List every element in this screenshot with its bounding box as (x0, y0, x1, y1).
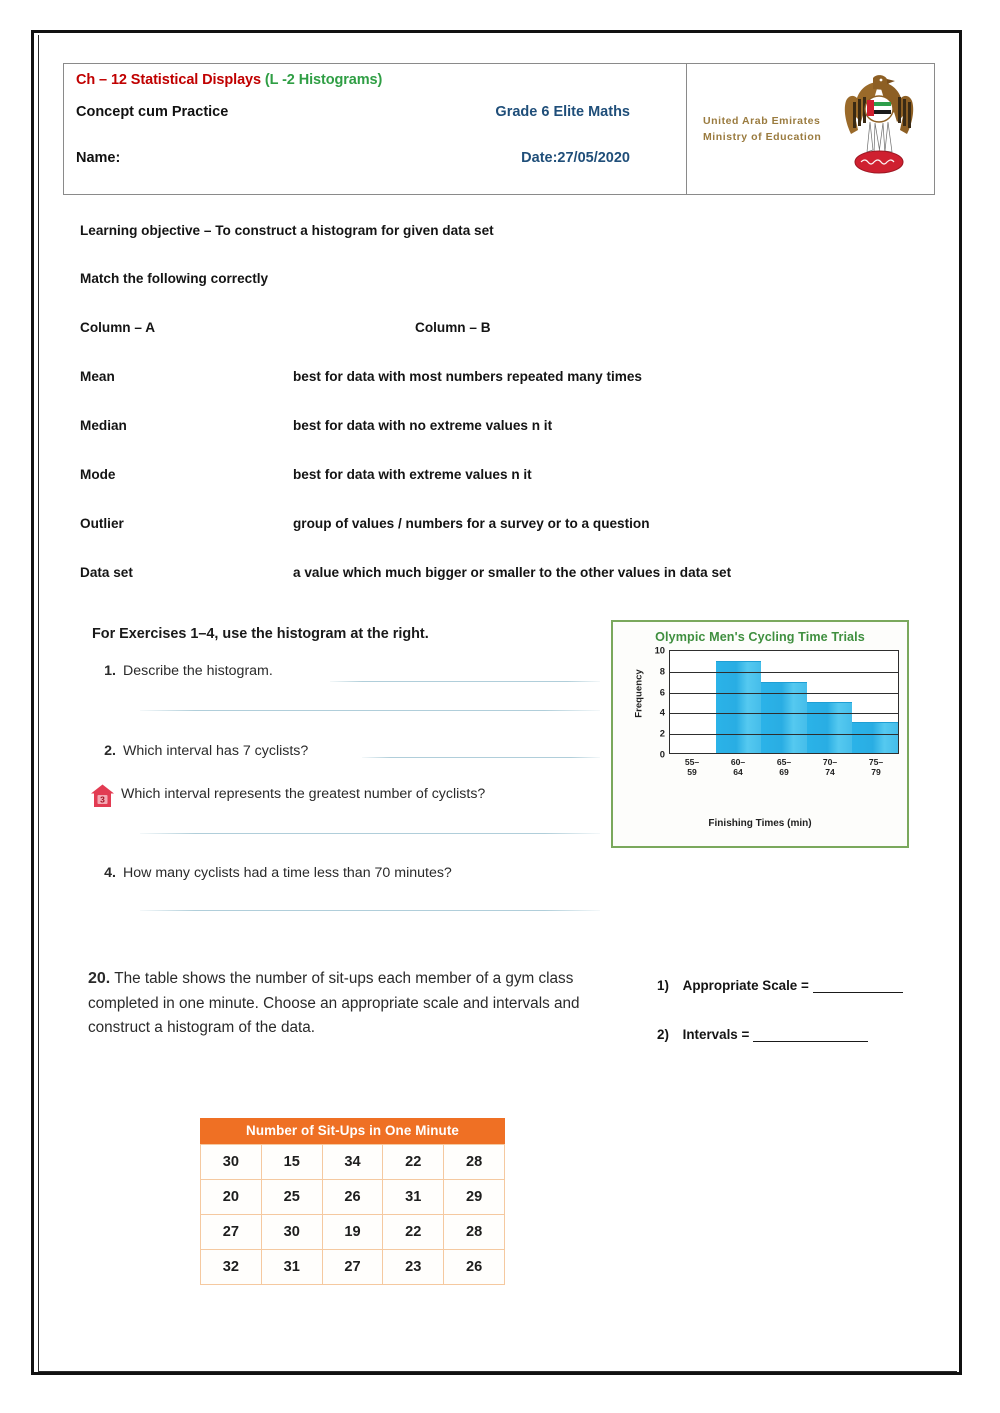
table-cell: 19 (322, 1215, 383, 1250)
intervals-input[interactable] (753, 1041, 868, 1042)
table-cell: 25 (261, 1180, 322, 1215)
bar (807, 702, 853, 753)
prompt-1-label: Appropriate Scale = (682, 978, 809, 993)
table-cell: 30 (261, 1215, 322, 1250)
header-info-cell (64, 64, 687, 194)
ministry-text (703, 113, 821, 146)
x-tick-label: 55– 59 (684, 757, 700, 778)
y-tick-label: 0 (659, 748, 665, 760)
bar (716, 661, 762, 753)
bar-slot (807, 651, 853, 753)
header-row-name-date (76, 150, 672, 166)
chapter-title: Ch – 12 Statistical Displays (76, 72, 261, 88)
y-tick-label: 8 (659, 665, 665, 677)
question-3 (121, 786, 485, 802)
answer-line[interactable] (362, 757, 600, 758)
answer-line[interactable] (140, 710, 600, 711)
match-desc-5: a value which much bigger or smaller to the other values in data set (293, 565, 732, 580)
table-cell: 29 (444, 1180, 505, 1215)
y-tick-label: 10 (654, 644, 665, 656)
chart-bars-region (669, 650, 899, 754)
gridline (670, 672, 898, 673)
gridline (670, 713, 898, 714)
match-desc-3: best for data with extreme values n it (293, 467, 532, 482)
question-4 (94, 865, 452, 881)
table-cell: 27 (322, 1250, 383, 1285)
column-a-header: Column – A (80, 320, 156, 335)
lesson-title: (L -2 Histograms) (264, 72, 383, 88)
question-20-number: 20. (88, 970, 111, 987)
table-cell: 28 (444, 1145, 505, 1180)
bar-slot (761, 651, 807, 753)
table-cell: 22 (383, 1215, 444, 1250)
x-axis-ticks (669, 757, 899, 777)
y-axis-label: Frequency (633, 669, 645, 718)
svg-text:3: 3 (100, 794, 105, 805)
question-1-text: Describe the histogram. (123, 663, 273, 679)
prompt-1-number: 1) (657, 978, 669, 993)
match-desc-4: group of values / numbers for a survey or to a question (293, 516, 650, 531)
match-term-median: Median (80, 418, 127, 433)
table-cell: 30 (201, 1145, 262, 1180)
histogram-figure (611, 620, 909, 848)
table-cell: 31 (261, 1250, 322, 1285)
page-title (76, 72, 672, 88)
question-20-text: The table shows the number of sit-ups each member of a gym class completed in one minute. Choose an appropriate scale and intervals and construct a histogram of the data. (88, 970, 580, 1036)
column-b-header: Column – B (415, 320, 491, 335)
question-4-number: 4. (104, 865, 116, 881)
ministry-line-1: United Arab Emirates (703, 114, 821, 127)
question-1-number: 1. (104, 663, 116, 679)
house-icon (89, 783, 116, 809)
table-cell: 31 (383, 1180, 444, 1215)
name-label: Name: (76, 150, 121, 166)
x-axis-label: Finishing Times (min) (708, 818, 812, 829)
ministry-line-2: Ministry of Education (703, 131, 822, 143)
question-2-text: Which interval has 7 cyclists? (123, 743, 309, 759)
prompt-intervals (657, 1027, 868, 1042)
answer-line[interactable] (140, 833, 600, 834)
answer-line[interactable] (330, 681, 600, 682)
bar-slot (670, 651, 716, 753)
match-term-mode: Mode (80, 467, 116, 482)
uae-falcon-emblem-icon (840, 72, 918, 180)
x-tick-label: 60– 64 (730, 757, 746, 778)
exercises-heading: For Exercises 1–4, use the histogram at the right. (92, 626, 429, 642)
match-desc-1: best for data with most numbers repeated many times (293, 369, 642, 384)
match-term-outlier: Outlier (80, 516, 124, 531)
ministry-branding-cell (687, 64, 934, 194)
prompt-2-number: 2) (657, 1027, 669, 1042)
table-cell: 26 (322, 1180, 383, 1215)
question-1 (94, 663, 273, 679)
chart-title: Olympic Men's Cycling Time Trials (655, 630, 865, 644)
table-cell: 32 (201, 1250, 262, 1285)
table-cell: 15 (261, 1145, 322, 1180)
answer-line[interactable] (140, 910, 600, 911)
grade-subject-label: Grade 6 Elite Maths (495, 104, 630, 120)
worksheet-header (63, 63, 935, 195)
header-row-doctype (76, 104, 672, 120)
table-cell: 34 (322, 1145, 383, 1180)
question-20 (88, 967, 633, 1040)
x-tick-label: 75– 79 (868, 757, 884, 778)
table-cell: 26 (444, 1250, 505, 1285)
prompt-appropriate-scale (657, 978, 903, 993)
sit-ups-data-table (200, 1118, 505, 1285)
x-tick-label: 65– 69 (776, 757, 792, 778)
match-instruction: Match the following correctly (80, 271, 269, 286)
x-tick-label: 70– 74 (822, 757, 838, 778)
table-cell: 27 (201, 1215, 262, 1250)
question-4-text: How many cyclists had a time less than 70 minutes? (123, 865, 452, 881)
table-cell: 22 (383, 1145, 444, 1180)
chart-plot-area (617, 644, 903, 780)
question-2-number: 2. (104, 743, 116, 759)
bar-slot (852, 651, 898, 753)
y-tick-label: 4 (659, 706, 665, 718)
y-axis-ticks (645, 644, 665, 760)
y-tick-label: 6 (659, 686, 665, 698)
sit-ups-table-body (201, 1145, 505, 1285)
y-tick-label: 2 (659, 727, 665, 739)
bar (852, 722, 898, 753)
match-term-data-set: Data set (80, 565, 133, 580)
table-cell: 28 (444, 1215, 505, 1250)
doc-type-label: Concept cum Practice (76, 104, 229, 120)
appropriate-scale-input[interactable] (813, 992, 903, 993)
bar-slot (716, 651, 762, 753)
gridline (670, 734, 898, 735)
question-3-text: Which interval represents the greatest number of cyclists? (121, 786, 486, 802)
prompt-2-label: Intervals = (682, 1027, 750, 1042)
gridline (670, 693, 898, 694)
table-cell: 20 (201, 1180, 262, 1215)
learning-objective: Learning objective – To construct a histogram for given data set (80, 223, 494, 238)
question-2 (94, 743, 308, 759)
match-term-mean: Mean (80, 369, 115, 384)
sit-ups-table-caption: Number of Sit-Ups in One Minute (200, 1118, 505, 1144)
table-row (201, 1180, 505, 1215)
table-row (201, 1250, 505, 1285)
table-row (201, 1145, 505, 1180)
match-desc-2: best for data with no extreme values n it (293, 418, 553, 433)
table-cell: 23 (383, 1250, 444, 1285)
table-row (201, 1215, 505, 1250)
bar-series (670, 651, 898, 753)
date-label: Date:27/05/2020 (521, 150, 630, 166)
